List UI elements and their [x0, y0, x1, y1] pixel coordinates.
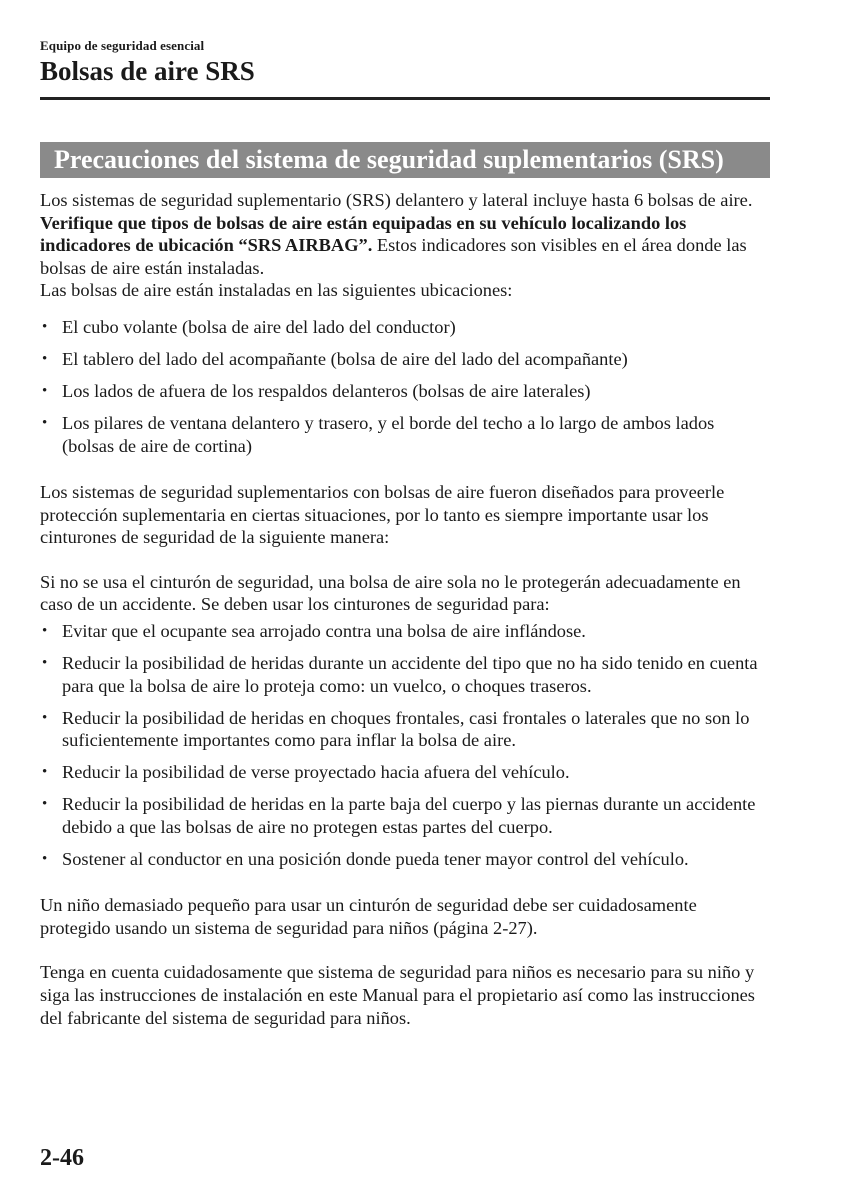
- bullet-icon: •: [42, 351, 48, 368]
- airbag-locations-list: [40, 316, 768, 457]
- list-item: • El tablero del lado del acompañante (bolsa de aire del lado del acompañante): [42, 349, 628, 370]
- list-item: • Reducir la posibilidad de heridas durante un accidente del tipo que no ha sido tenido en cuenta para que la bolsa de aire lo proteja como: un vuelco, o choques traseros.: [42, 653, 758, 696]
- page-number: 2-46: [40, 1145, 84, 1171]
- bullet-icon: •: [42, 318, 48, 335]
- bullet-icon: •: [42, 415, 48, 432]
- intro-bold-text: Verifique que tipos de bolsas de aire están equipadas en su vehículo localizando los indicadores de ubicación “SRS AIRBAG”.: [40, 212, 687, 256]
- list-item: • Reducir la posibilidad de heridas en choques frontales, casi frontales o laterales que no son lo suficientemente importantes como para inflar la bolsa de aire.: [42, 707, 750, 751]
- no-belt-paragraph: Si no se usa el cinturón de seguridad, una bolsa de aire sola no le protegerán adecuadamente en caso de un accidente. Se deben usar los cinturones de seguridad para:: [40, 571, 741, 615]
- bullet-icon: •: [42, 655, 48, 671]
- section-title: Precauciones del sistema de seguridad suplementarios (SRS): [54, 145, 724, 174]
- list-item: • Reducir la posibilidad de verse proyectado hacia afuera del vehículo.: [42, 762, 570, 783]
- list-item: • Reducir la posibilidad de heridas en la parte baja del cuerpo y las piernas durante un accidente debido a que las bolsas de aire no protegen estas partes del cuerpo.: [42, 794, 756, 838]
- page-title: Bolsas de aire SRS: [40, 56, 255, 86]
- list-item: • Los lados de afuera de los respaldos delanteros (bolsas de aire laterales): [42, 381, 591, 402]
- bullet-icon: •: [42, 851, 48, 868]
- header-divider: [40, 97, 770, 100]
- list-item: • Sostener al conductor en una posición donde pueda tener mayor control del vehículo.: [42, 849, 689, 870]
- belt-reasons-list: [40, 620, 768, 871]
- bullet-icon: •: [42, 383, 48, 400]
- child-paragraph: Un niño demasiado pequeño para usar un cinturón de seguridad debe ser cuidadosamente protegido usando un sistema de seguridad para niños (página 2-27).: [40, 895, 697, 938]
- bullet-icon: •: [42, 764, 48, 781]
- list-item: • Los pilares de ventana delantero y trasero, y el borde del techo a lo largo de ambos lados (bolsas de aire de cortina): [42, 413, 715, 456]
- instructions-paragraph: Tenga en cuenta cuidadosamente que sistema de seguridad para niños es necesario para su niño y siga las instrucciones de instalación en este Manual para el propietario así como las instrucciones del fabricante del sistema de seguridad para niños.: [40, 962, 755, 1028]
- intro-text-1: Los sistemas de seguridad suplementario (SRS) delantero y lateral incluye hasta 6 bolsas de aire.: [40, 190, 753, 210]
- list-item: • El cubo volante (bolsa de aire del lado del conductor): [42, 316, 456, 337]
- body-content: [40, 189, 768, 1029]
- belts-paragraph: Los sistemas de seguridad suplementarios con bolsas de aire fueron diseñados para proveerle protección suplementaria en ciertas situaciones, por lo tanto es siempre importante usar los cinturones de seguridad de la siguiente manera:: [40, 481, 725, 548]
- bullet-icon: •: [42, 622, 48, 639]
- intro-line-2: Las bolsas de aire están instaladas en las siguientes ubicaciones:: [40, 280, 513, 301]
- list-item: • Evitar que el ocupante sea arrojado contra una bolsa de aire inflándose.: [42, 620, 586, 641]
- bullet-icon: •: [42, 796, 48, 813]
- intro-text-2: Estos indicadores son visibles en el área donde las bolsas de aire están instaladas.: [40, 235, 747, 278]
- intro-paragraph: [40, 189, 768, 279]
- bullet-icon: •: [42, 709, 48, 726]
- section-label: Equipo de seguridad esencial: [40, 38, 205, 53]
